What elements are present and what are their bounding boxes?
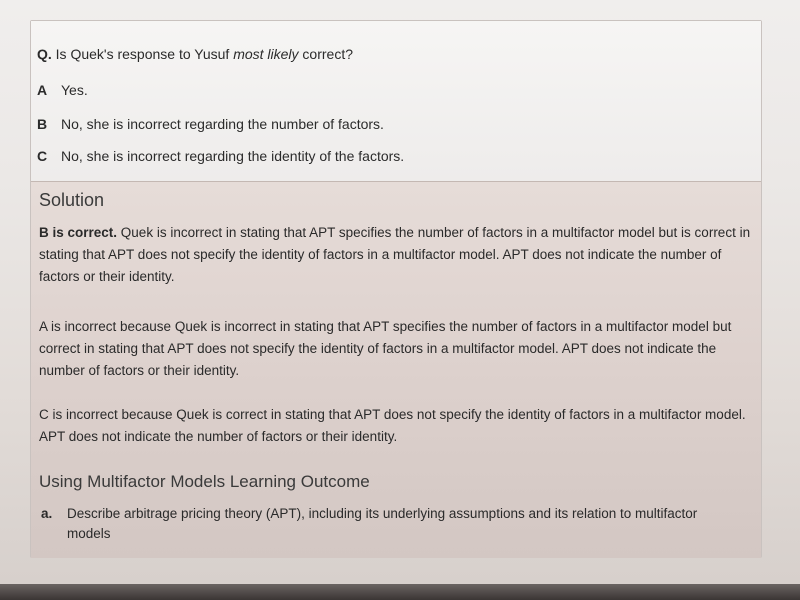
learning-outcome-title: Using Multifactor Models Learning Outcome [39,472,370,491]
option-letter: A [37,82,48,98]
option-b[interactable] [37,116,384,132]
option-c[interactable] [37,148,404,164]
solution-paragraph-a: A is incorrect because Quek is incorrect in stating that APT specifies the number of factors in a multifactor model but correct in stating that APT does not specify the identity of factors in a multifactor model. APT does not indicate the number of factors or their identity. [39,319,732,378]
option-a[interactable] [37,82,88,98]
question-card [30,20,762,558]
screen-bottom-bezel [0,584,800,600]
question-text-after: correct? [298,46,354,62]
option-text: No, she is incorrect regarding the identity of the factors. [61,148,405,164]
option-text: No, she is incorrect regarding the number of factors. [61,116,384,132]
question-text-emphasis: most likely [233,46,299,62]
learning-outcome-item [39,504,739,544]
solution-title: Solution [39,190,105,210]
question-text [37,46,353,62]
option-letter: B [37,116,48,132]
correct-answer-explanation: Quek is incorrect in stating that APT specifies the number of factors in a multifactor model but is correct in stating that APT does not specify the identity of factors in a multifactor model. APT does not indicate the number of factors or their identity. [39,225,751,284]
option-text: Yes. [61,82,88,98]
solution-panel [31,181,761,558]
question-label: Q. [37,46,52,62]
correct-answer-label: B is correct. [39,225,118,240]
question-area [31,21,761,181]
question-text-before: Is Quek's response to Yusuf [55,46,234,62]
learning-outcome-letter: a. [41,506,53,521]
solution-paragraph-correct [39,222,751,288]
learning-outcome-text: Describe arbitrage pricing theory (APT), including its underlying assumptions and its relation to multifactor models [67,506,698,541]
option-letter: C [37,148,48,164]
solution-paragraph-c: C is incorrect because Quek is correct in stating that APT does not specify the identity of factors in a multifactor model. APT does not indicate the number of factors or their identity. [39,407,746,444]
